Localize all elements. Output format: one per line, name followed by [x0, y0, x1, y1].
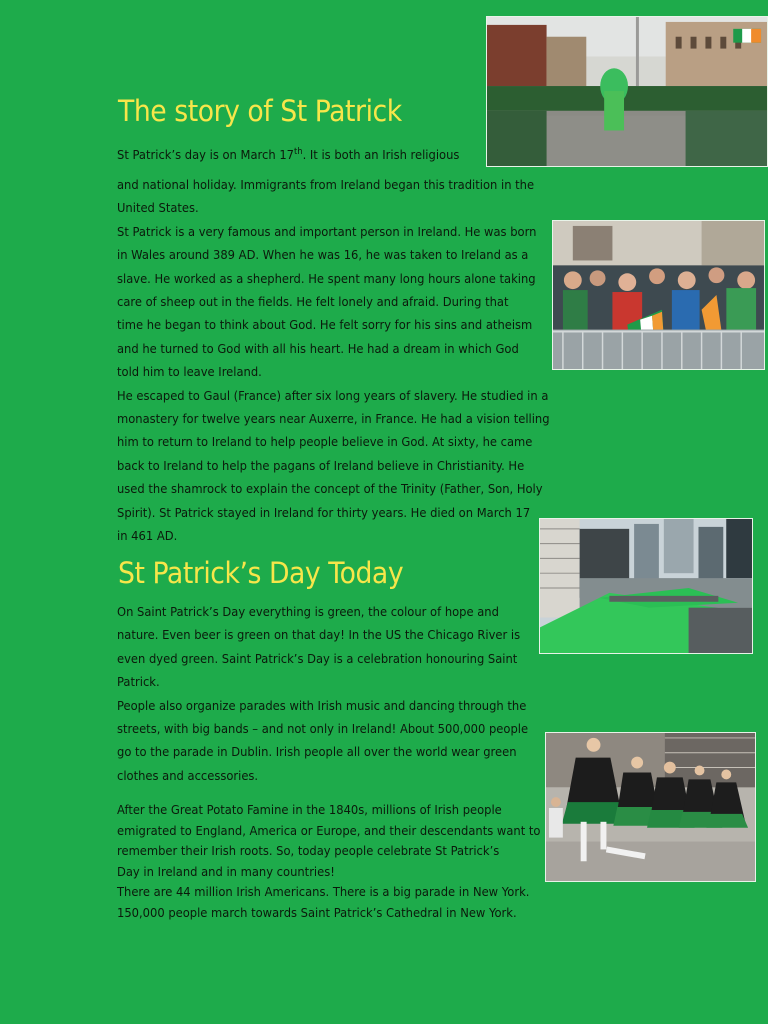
story-line: in Wales around 389 AD. When he was 16, he was taken to Ireland as a	[117, 247, 529, 263]
story-body	[117, 173, 550, 548]
today-line: nature. Even beer is green on that day! In the US the Chicago River is	[117, 627, 521, 643]
story-line: used the shamrock to explain the concept of the Trinity (Father, Son, Holy	[117, 481, 543, 497]
story-line: told him to leave Ireland.	[117, 364, 262, 380]
story-line: and national holiday. Immigrants from Ireland began this tradition in the	[117, 177, 535, 192]
irish-dancers-photo	[545, 732, 756, 882]
today-line: Patrick.	[117, 674, 160, 690]
history-line: There are 44 million Irish Americans. There is a big parade in New York.	[117, 884, 530, 899]
section-title-story: The story of St Patrick	[118, 94, 402, 128]
story-line: back to Ireland to help the pagans of Ireland believe in Christianity. He	[117, 457, 525, 473]
story-line: him to return to Ireland to help people believe in God. At sixty, he came	[117, 434, 533, 450]
story-intro-line: St Patrick’s day is on March 17th. It is both an Irish religious	[117, 146, 460, 162]
story-line: in 461 AD.	[117, 528, 178, 544]
today-body	[117, 600, 528, 787]
story-line: St Patrick is a very famous and important person in Ireland. He was born	[117, 223, 537, 239]
today-line: streets, with big bands – and not only in Ireland! About 500,000 people	[117, 721, 529, 737]
today-line: On Saint Patrick’s Day everything is green, the colour of hope and	[117, 604, 499, 619]
crowd-with-flags-photo	[552, 220, 765, 370]
story-line: care of sheep out in the fields. He felt lonely and afraid. During that	[117, 294, 509, 310]
story-line: monastery for twelve years near Auxerre, in France. He had a vision telling	[117, 411, 550, 427]
green-river-photo	[539, 518, 753, 654]
today-line: People also organize parades with Irish music and dancing through the	[117, 697, 527, 713]
history-body	[117, 800, 540, 923]
story-line: and he turned to God with all his heart. He had a dream in which God	[117, 340, 519, 356]
history-line: Day in Ireland and in many countries!	[117, 863, 335, 879]
history-line: After the Great Potato Famine in the 1840s, millions of Irish people	[117, 802, 502, 817]
story-paragraph	[117, 143, 459, 166]
parade-street-photo	[486, 16, 768, 167]
history-line: 150,000 people march towards Saint Patrick’s Cathedral in New York.	[117, 904, 517, 920]
today-line: clothes and accessories.	[117, 767, 259, 783]
today-line: even dyed green. Saint Patrick’s Day is a celebration honouring Saint	[117, 650, 518, 666]
section-title-today: St Patrick’s Day Today	[118, 556, 404, 590]
history-line: remember their Irish roots. So, today people celebrate St Patrick’s	[117, 843, 500, 858]
story-line: United States.	[117, 200, 199, 216]
history-line: emigrated to England, America or Europe, and their descendants want to	[117, 822, 541, 838]
today-line: go to the parade in Dublin. Irish people all over the world wear green	[117, 744, 517, 760]
story-line: Spirit). St Patrick stayed in Ireland for thirty years. He died on March 17	[117, 504, 531, 520]
story-line: time he began to think about God. He felt sorry for his sins and atheism	[117, 317, 533, 333]
story-line: He escaped to Gaul (France) after six long years of slavery. He studied in a	[117, 387, 549, 403]
story-line: slave. He worked as a shepherd. He spent many long hours alone taking	[117, 270, 536, 286]
